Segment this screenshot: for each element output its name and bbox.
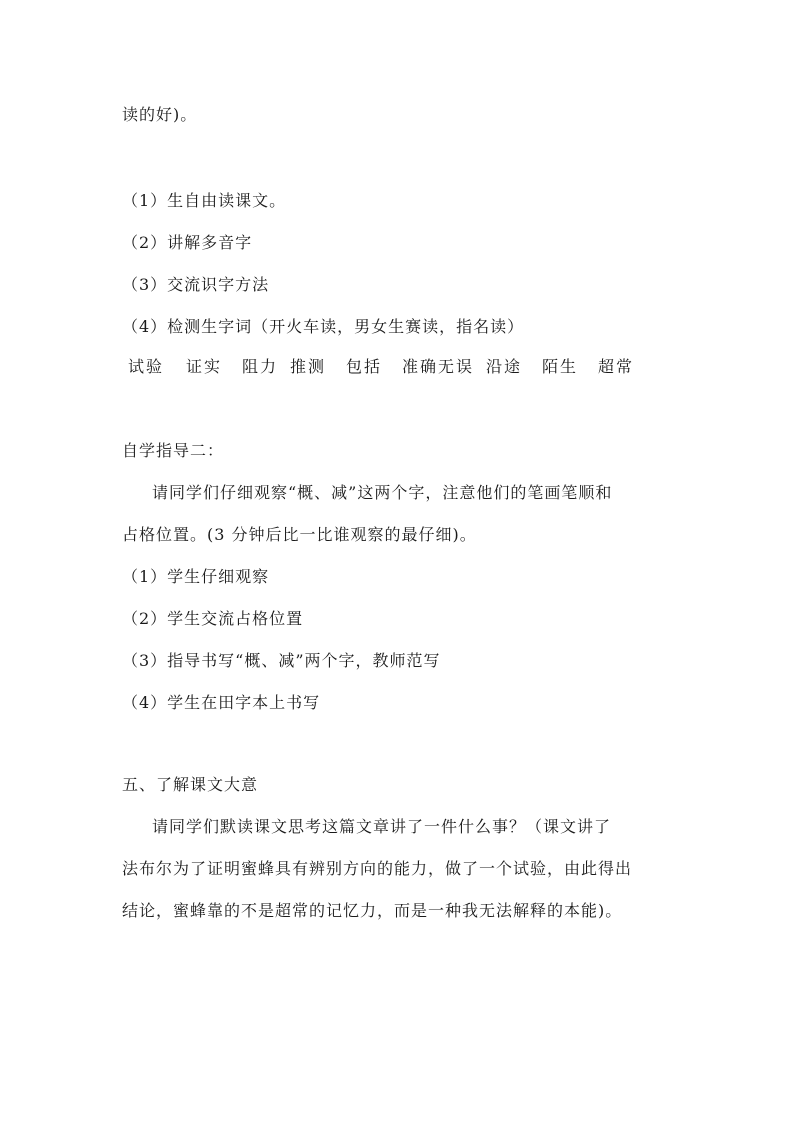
vocab-word: 推测 [290, 357, 327, 376]
guide-2-paragraph-line-1: 请同学们仔细观察“概、减”这两个字，注意他们的笔画笔顺和 [152, 483, 613, 502]
vocab-word: 试验 [128, 357, 165, 376]
vocab-word: 超常 [598, 357, 635, 376]
vocab-word: 陌生 [542, 357, 579, 376]
section-5-title: 五、了解课文大意 [122, 775, 259, 794]
guide-2-paragraph-line-2: 占格位置。(3 分钟后比一比谁观察的最仔细)。 [122, 525, 477, 544]
vocab-word: 准确无误 [402, 357, 475, 376]
continuation-line: 读的好)。 [122, 105, 198, 124]
vocab-word: 阻力 [242, 357, 279, 376]
step-1-2: （2）讲解多音字 [122, 233, 253, 252]
step-1-3: （3）交流识字方法 [122, 275, 270, 294]
section-5-paragraph-line-3: 结论，蜜蜂靠的不是超常的记忆力，而是一种我无法解释的本能)。 [122, 901, 623, 920]
step-2-4: （4）学生在田字本上书写 [122, 693, 321, 712]
guide-2-title: 自学指导二： [122, 441, 225, 460]
step-2-1: （1）学生仔细观察 [122, 567, 270, 586]
vocab-word: 证实 [186, 357, 223, 376]
step-1-1: （1）生自由读课文。 [122, 191, 287, 210]
vocab-word: 沿途 [486, 357, 523, 376]
step-1-4: （4）检测生字词（开火车读，男女生赛读，指名读） [122, 317, 525, 336]
step-2-3: （3）指导书写“概、减”两个字，教师范写 [122, 651, 441, 670]
step-2-2: （2）学生交流占格位置 [122, 609, 304, 628]
section-5-paragraph-line-1: 请同学们默读课文思考这篇文章讲了一件什么事？（课文讲了 [152, 817, 612, 836]
vocab-word: 包括 [346, 357, 383, 376]
section-5-paragraph-line-2: 法布尔为了证明蜜蜂具有辨别方向的能力，做了一个试验，由此得出 [122, 859, 633, 878]
